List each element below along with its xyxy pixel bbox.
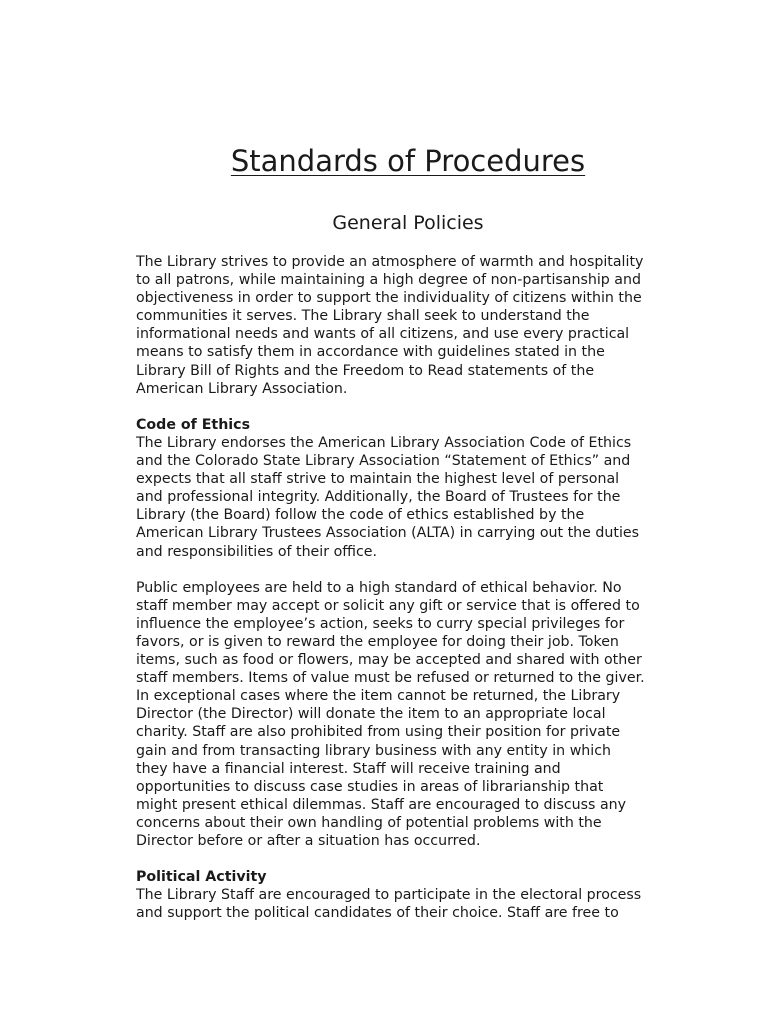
text-line: influence the employee’s action, seeks to curry special privileges for (136, 615, 625, 632)
code-of-ethics-heading: Code of Ethics (136, 416, 251, 433)
document-body (136, 253, 696, 922)
text-line: The Library endorses the American Library Association Code of Ethics (136, 434, 632, 451)
intro-paragraph (136, 253, 696, 398)
text-line: opportunities to discuss case studies in areas of librarianship that (136, 778, 604, 795)
text-line: and professional integrity. Additionally, the Board of Trustees for the (136, 489, 621, 506)
ethics-paragraph-1 (136, 434, 696, 561)
text-line: objectiveness in order to support the individuality of citizens within the (136, 290, 642, 307)
section-subtitle: General Policies (332, 212, 484, 234)
paragraph-gap (136, 561, 696, 579)
text-line: items, such as food or flowers, may be accepted and shared with other (136, 652, 642, 669)
political-activity-paragraph (136, 886, 696, 922)
text-line: communities it serves. The Library shall seek to understand the (136, 308, 590, 325)
text-line: to all patrons, while maintaining a high degree of non-partisanship and (136, 272, 641, 289)
text-line: Public employees are held to a high standard of ethical behavior. No (136, 579, 622, 596)
text-line: Director (the Director) will donate the item to an appropriate local (136, 706, 606, 723)
text-line: staff member may accept or solicit any gift or service that is offered to (136, 597, 640, 614)
text-line: favors, or is given to reward the employee for doing their job. Token (136, 633, 619, 650)
text-line: and responsibilities of their office. (136, 543, 378, 560)
text-line: informational needs and wants of all citizens, and use every practical (136, 326, 630, 343)
text-line: staff members. Items of value must be refused or returned to the giver. (136, 670, 645, 687)
document-title: Standards of Procedures (230, 144, 586, 178)
text-line: means to satisfy them in accordance with guidelines stated in the (136, 344, 605, 361)
text-line: they have a financial interest. Staff will receive training and (136, 760, 561, 777)
text-line: The Library Staff are encouraged to participate in the electoral process (136, 887, 642, 904)
text-line: and the Colorado State Library Association “Statement of Ethics” and (136, 453, 631, 470)
text-line: Director before or after a situation has occurred. (136, 833, 481, 849)
text-line: The Library strives to provide an atmosphere of warmth and hospitality (136, 254, 644, 270)
ethics-paragraph-2 (136, 579, 696, 850)
text-line: Library (the Board) follow the code of ethics established by the (136, 507, 585, 524)
paragraph-gap (136, 398, 696, 416)
text-line: expects that all staff strive to maintain the highest level of personal (136, 471, 620, 488)
text-line: charity. Staff are also prohibited from using their position for private (136, 724, 621, 741)
text-line: concerns about their own handling of potential problems with the (136, 814, 602, 831)
political-activity-heading: Political Activity (136, 869, 267, 886)
text-line: American Library Trustees Association (ALTA) in carrying out the duties (136, 525, 640, 542)
text-line: In exceptional cases where the item cannot be returned, the Library (136, 688, 621, 705)
text-line: Library Bill of Rights and the Freedom to Read statements of the (136, 362, 595, 379)
text-line: and support the political candidates of their choice. Staff are free to (136, 905, 619, 922)
paragraph-gap (136, 850, 696, 868)
text-line: might present ethical dilemmas. Staff are encouraged to discuss any (136, 796, 627, 813)
text-line: American Library Association. (136, 380, 348, 397)
text-line: gain and from transacting library business with any entity in which (136, 742, 612, 759)
